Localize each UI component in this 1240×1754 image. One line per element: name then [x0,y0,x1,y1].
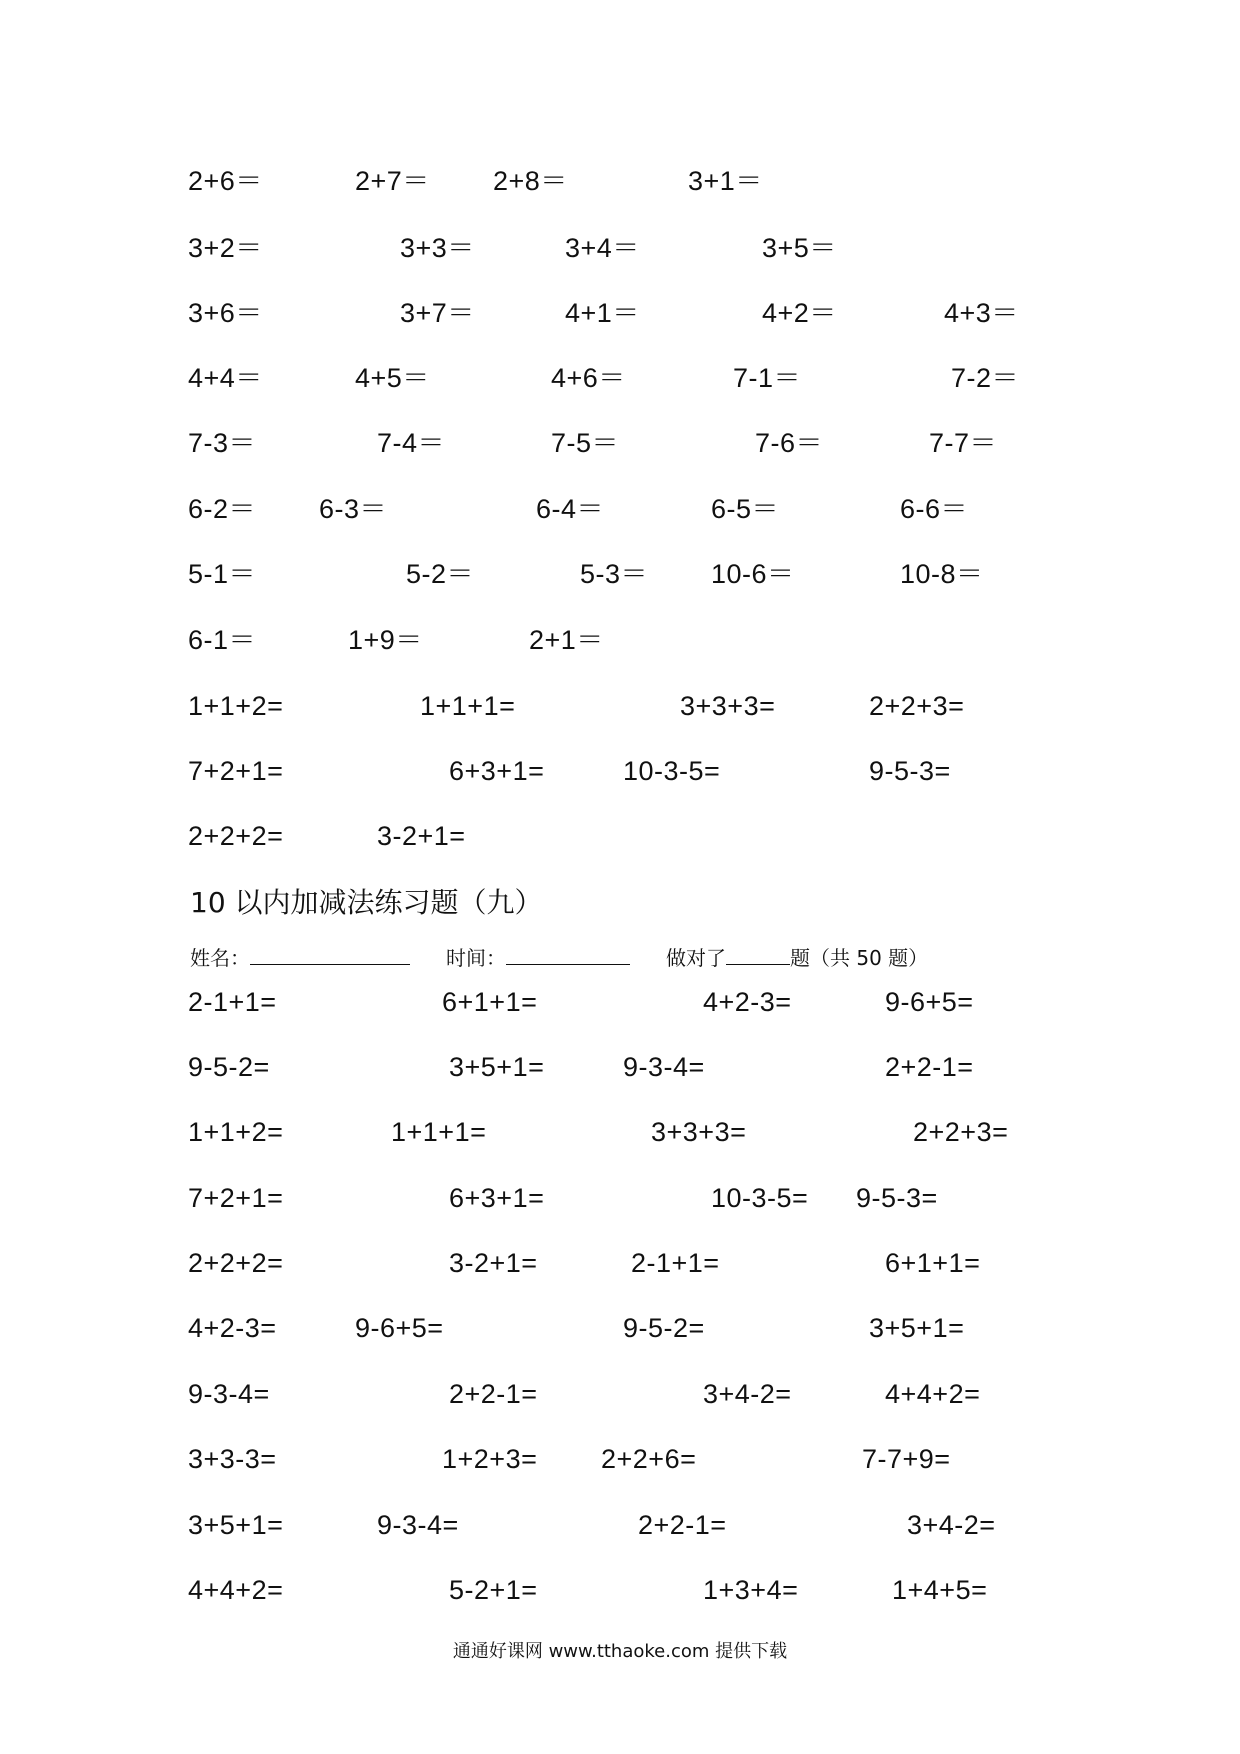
math-problem: 9-3-4= [623,1052,705,1082]
math-problem: 9-5-2= [188,1052,270,1082]
math-problem: 3+5+1= [188,1510,284,1540]
math-problem: 2+2+3= [913,1117,1009,1147]
score-field [666,944,928,971]
math-problem: 2+2+2= [188,821,284,851]
math-problem: 3+5＝ [762,233,837,263]
math-problem: 6-3＝ [319,494,388,524]
math-problem: 1+1+1= [420,691,516,721]
math-problem: 2-1+1= [188,987,277,1017]
math-problem: 7-2＝ [951,363,1020,393]
total-label: 题（共 50 题） [790,946,929,970]
math-problem: 1+1+1= [391,1117,487,1147]
math-problem: 9-5-2= [623,1313,705,1343]
correct-label: 做对了 [666,946,726,970]
math-problem: 1+3+4= [703,1575,799,1605]
math-problem: 3+4-2= [703,1379,792,1409]
math-problem: 3-2+1= [377,821,466,851]
math-problem: 5-2＝ [406,559,475,589]
page-footer: 通通好课网 www.tthaoke.com 提供下载 [452,1641,788,1662]
math-problem: 4+6＝ [551,363,626,393]
math-problem: 10-8＝ [900,559,984,589]
math-problem: 3+3-3= [188,1444,277,1474]
math-problem: 7-7+9= [862,1444,951,1474]
name-label: 姓名： [190,946,250,970]
math-problem: 3+5+1= [869,1313,965,1343]
worksheet-title: 10 以内加减法练习题（九） [190,886,543,919]
math-problem: 4+2-3= [703,987,792,1017]
math-problem: 3+3＝ [400,233,475,263]
time-field [446,944,630,971]
math-problem: 7-4＝ [377,428,446,458]
math-problem: 2+2-1= [449,1379,538,1409]
math-problem: 2+6＝ [188,166,263,196]
math-problem: 7+2+1= [188,756,284,786]
math-problem: 10-3-5= [623,756,721,786]
math-problem: 9-3-4= [188,1379,270,1409]
math-problem: 2+2+3= [869,691,965,721]
math-problem: 9-5-3= [856,1183,938,1213]
math-problem: 2+2-1= [638,1510,727,1540]
math-problem: 5-1＝ [188,559,257,589]
time-label: 时间： [446,946,506,970]
math-problem: 9-6+5= [355,1313,444,1343]
math-problem: 5-3＝ [580,559,649,589]
math-problem: 7-1＝ [733,363,802,393]
math-problem: 6-6＝ [900,494,969,524]
math-problem: 3+2＝ [188,233,263,263]
math-problem: 2+7＝ [355,166,430,196]
math-problem: 2+2-1= [885,1052,974,1082]
math-problem: 7+2+1= [188,1183,284,1213]
name-field [190,944,410,971]
time-blank [506,944,630,965]
math-problem: 1+2+3= [442,1444,538,1474]
math-problem: 6-2＝ [188,494,257,524]
math-problem: 6-4＝ [536,494,605,524]
math-problem: 1+1+2= [188,1117,284,1147]
math-problem: 10-3-5= [711,1183,809,1213]
math-problem: 2+2+2= [188,1248,284,1278]
math-problem: 3+4-2= [907,1510,996,1540]
math-problem: 3+4＝ [565,233,640,263]
math-problem: 3+7＝ [400,298,475,328]
math-problem: 3+3+3= [651,1117,747,1147]
math-problem: 1+9＝ [348,625,423,655]
math-problem: 10-6＝ [711,559,795,589]
math-problem: 6+3+1= [449,1183,545,1213]
math-problem: 3+3+3= [680,691,776,721]
math-problem: 1+4+5= [892,1575,988,1605]
math-problem: 3+5+1= [449,1052,545,1082]
math-problem: 9-6+5= [885,987,974,1017]
math-problem: 4+4＝ [188,363,263,393]
math-problem: 2+2+6= [601,1444,697,1474]
math-problem: 6-5＝ [711,494,780,524]
math-problem: 9-3-4= [377,1510,459,1540]
math-problem: 9-5-3= [869,756,951,786]
math-problem: 7-5＝ [551,428,620,458]
name-blank [250,944,410,965]
math-problem: 7-6＝ [755,428,824,458]
math-problem: 2+8＝ [493,166,568,196]
math-problem: 6+1+1= [885,1248,981,1278]
math-problem: 1+1+2= [188,691,284,721]
math-problem: 4+2＝ [762,298,837,328]
math-problem: 3+1＝ [688,166,763,196]
math-problem: 7-3＝ [188,428,257,458]
math-problem: 4+4+2= [188,1575,284,1605]
math-problem: 4+2-3= [188,1313,277,1343]
math-problem: 5-2+1= [449,1575,538,1605]
math-problem: 6+3+1= [449,756,545,786]
math-problem: 3+6＝ [188,298,263,328]
math-problem: 4+3＝ [944,298,1019,328]
math-problem: 4+4+2= [885,1379,981,1409]
math-problem: 2-1+1= [631,1248,720,1278]
math-problem: 7-7＝ [929,428,998,458]
math-problem: 2+1＝ [529,625,604,655]
math-problem: 4+1＝ [565,298,640,328]
score-blank [726,944,790,965]
math-problem: 6+1+1= [442,987,538,1017]
math-problem: 3-2+1= [449,1248,538,1278]
math-problem: 6-1＝ [188,625,257,655]
math-problem: 4+5＝ [355,363,430,393]
